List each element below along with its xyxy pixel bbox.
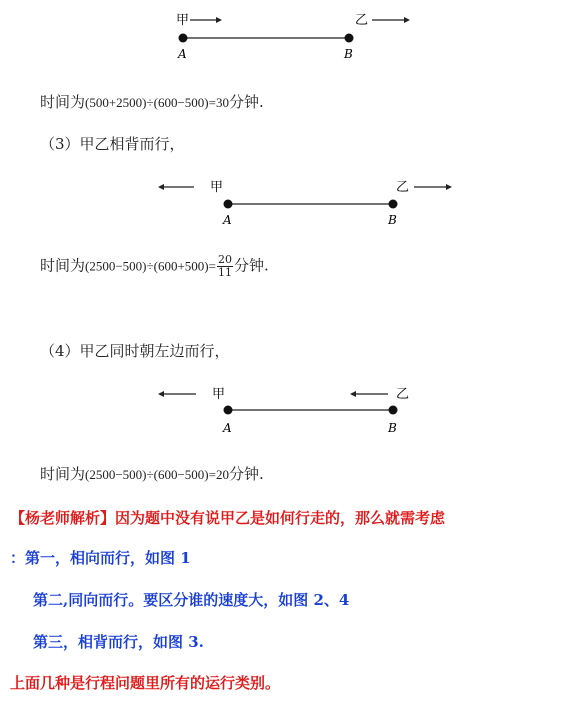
arrowhead-right-icon (446, 184, 452, 190)
label-b: B (344, 47, 353, 61)
point-a (224, 200, 233, 209)
arrowhead-right-icon (404, 17, 410, 23)
time-line-3: 时间为(2500−500)÷(600−500)=20分钟. (40, 465, 264, 483)
point-b (389, 406, 398, 415)
analysis-summary: 上面几种是行程问题里所有的运行类别。 (10, 674, 281, 692)
label-a: A (178, 47, 187, 61)
label-a: A (223, 213, 232, 227)
label-yi: 乙 (355, 13, 369, 28)
label-b: B (388, 421, 397, 435)
point-a (179, 34, 188, 43)
time-line-2: 时间为(2500−500)÷(600+500)= $\frac{20}{11}$ 分钟. (40, 253, 269, 279)
label-yi: 乙 (396, 387, 410, 402)
case-3-heading: （3）甲乙相背而行， (40, 135, 185, 153)
time-line-1: 时间为(500+2500)÷(600−500)=30分钟. (40, 93, 264, 111)
analysis-item-2: 第二,同向而行。要区分谁的速度大，如图 2、4 (33, 591, 350, 609)
label-jia: 甲 (176, 13, 190, 28)
point-b (389, 200, 398, 209)
diagram-same-direction-left (150, 375, 450, 445)
analysis-title: 【杨老师解析】因为题中没有说甲乙是如何行走的，那么就需考虑 (10, 509, 446, 527)
diagram-opposite-directions (150, 170, 470, 240)
arrowhead-left-icon (158, 391, 164, 397)
arrowhead-right-icon (216, 17, 222, 23)
arrowhead-left-icon (158, 184, 164, 190)
analysis-item-3: 第三，相背而行，如图 3. (33, 633, 204, 651)
analysis-item-1: ：第一，相向而行，如图 1 (10, 549, 191, 567)
label-b: B (388, 213, 397, 227)
label-a: A (223, 421, 232, 435)
point-b (345, 34, 354, 43)
arrowhead-left-icon (350, 391, 356, 397)
case-4-heading: （4）甲乙同时朝左边而行， (40, 342, 230, 360)
label-jia: 甲 (210, 180, 224, 195)
label-jia: 甲 (212, 387, 226, 402)
label-yi: 乙 (396, 180, 410, 195)
point-a (224, 406, 233, 415)
diagram-same-direction-right (150, 0, 450, 70)
fraction: $\frac{20}{11}$ (217, 253, 232, 279)
